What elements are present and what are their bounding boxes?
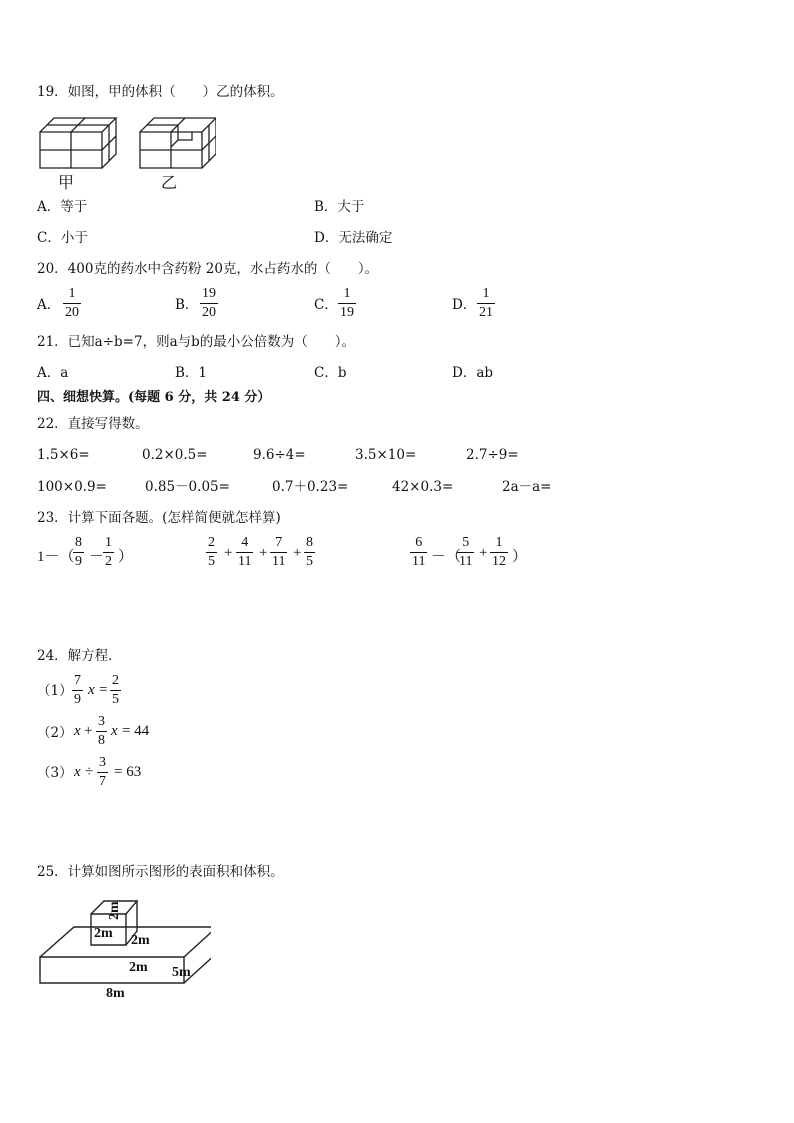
q22-r1-item4: 3.5×10= (355, 447, 417, 463)
fraction: 5 11 (459, 535, 473, 569)
q20-option-b-fraction[interactable]: 19 20 (202, 286, 216, 320)
q20-option-c-letter[interactable]: C． (314, 297, 338, 313)
big-cuboid-front (40, 957, 184, 983)
q20-option-c-fraction[interactable]: 1 19 (340, 286, 354, 320)
q22-r1-item1: 1.5×6= (37, 447, 90, 463)
q21-option-b[interactable]: B．1 (175, 365, 208, 381)
fraction: 8 9 (75, 535, 82, 569)
fraction: 7 11 (272, 535, 286, 569)
q20-option-a-letter[interactable]: A． (37, 297, 61, 313)
q20-option-b-letter[interactable]: B． (175, 297, 199, 313)
fraction: 6 11 (412, 535, 426, 569)
fraction: 8 5 (306, 535, 313, 569)
dim-big-depth: 5m (172, 965, 191, 980)
fraction: 1 12 (492, 535, 506, 569)
label-yi: 乙 (161, 173, 178, 192)
q22-r2-item1: 100×0.9= (37, 479, 107, 495)
q19-option-b[interactable]: B．大于 (314, 199, 365, 215)
dim-big-height: 2m (129, 960, 148, 975)
fraction: 2 5 (208, 535, 215, 569)
q20-option-a-fraction[interactable]: 1 20 (65, 286, 79, 320)
label-jia: 甲 (58, 173, 75, 192)
q21-option-c[interactable]: C．b (314, 365, 347, 381)
q21-stem: 21．已知a÷b=7，则a与b的最小公倍数为（ ）。 (37, 334, 356, 350)
q21-option-a[interactable]: A．a (37, 365, 69, 381)
fraction: 2 5 (112, 673, 119, 707)
q22-r2-item2: 0.85－0.05= (145, 479, 230, 495)
q20-option-d-letter[interactable]: D． (452, 297, 477, 313)
q22-r2-item4: 42×0.3= (392, 479, 454, 495)
q23-stem: 23．计算下面各题。(怎样简便就怎样算) (37, 510, 281, 526)
fraction: 3 8 (98, 714, 105, 748)
fraction: 1 2 (105, 535, 112, 569)
q21-option-d[interactable]: D．ab (452, 365, 494, 381)
dim-small-width: 2m (94, 926, 113, 941)
q19-option-a[interactable]: A．等于 (37, 199, 88, 215)
q22-r1-item3: 9.6÷4= (253, 447, 306, 463)
cube-jia (40, 118, 116, 168)
q22-r2-item3: 0.7＋0.23= (272, 479, 349, 495)
q19-option-c[interactable]: C．小于 (37, 230, 88, 246)
q25-stem: 25．计算如图所示图形的表面积和体积。 (37, 864, 284, 880)
q19-stem: 19．如图，甲的体积（ ）乙的体积。 (37, 84, 284, 100)
dim-big-length: 8m (106, 986, 125, 1001)
q22-r1-item2: 0.2×0.5= (142, 447, 208, 463)
cube-yi (140, 118, 216, 168)
fraction: 3 7 (99, 755, 106, 789)
q22-stem: 22．直接写得数。 (37, 416, 149, 432)
section-4-title: 四、细想快算。(每题 6 分，共 24 分） (37, 390, 271, 405)
fraction: 4 11 (238, 535, 252, 569)
q20-stem: 20．400克的药水中含药粉 20克，水占药水的（ ）。 (37, 261, 379, 277)
fraction: 7 9 (74, 673, 81, 707)
q20-option-d-fraction[interactable]: 1 21 (479, 286, 493, 320)
q24-stem: 24．解方程． (37, 648, 122, 664)
dim-small-depth: 2m (131, 933, 150, 948)
q22-r2-item5: 2a－a= (502, 479, 552, 495)
q19-option-d[interactable]: D．无法确定 (314, 230, 393, 246)
dim-small-height: 2m (107, 901, 122, 920)
q22-r1-item5: 2.7÷9= (466, 447, 519, 463)
